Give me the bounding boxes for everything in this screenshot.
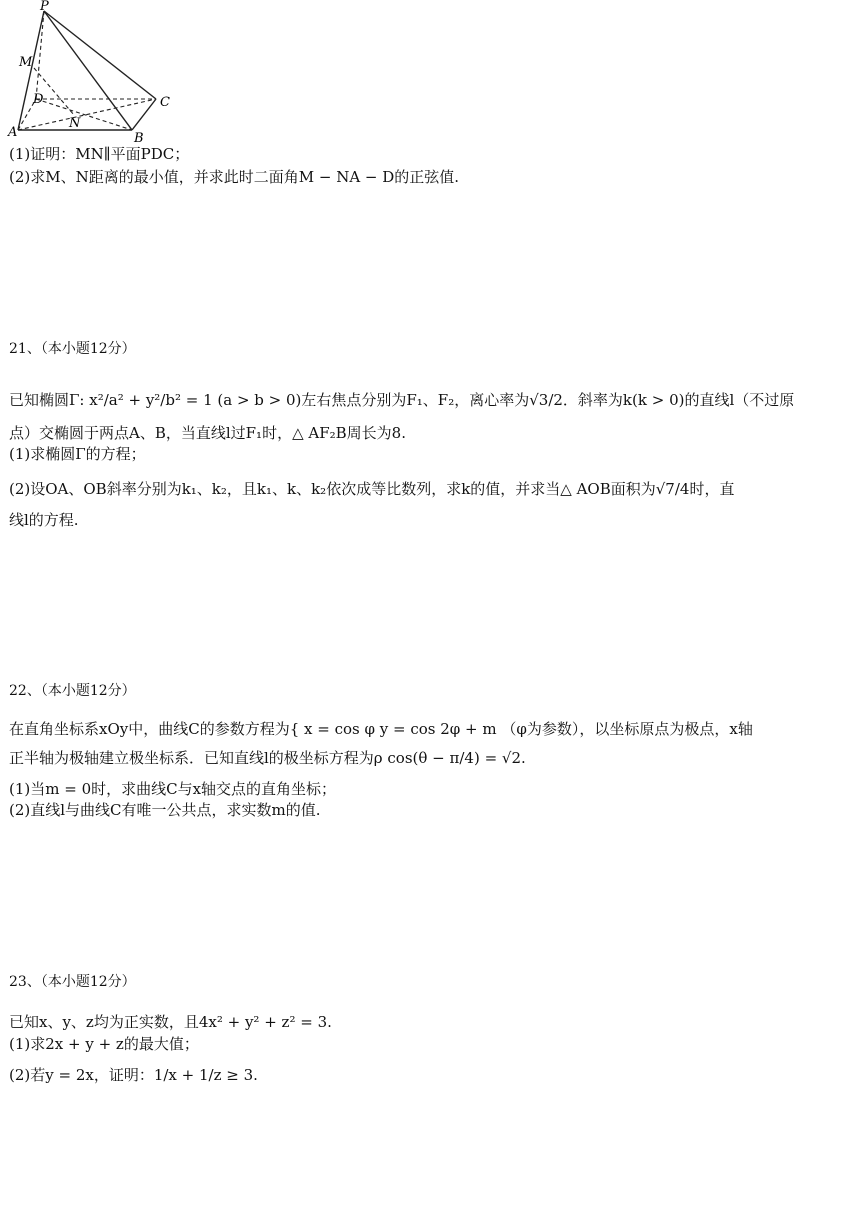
q23-header: 23、（本小题12分） bbox=[9, 974, 136, 990]
label-A: A bbox=[8, 125, 18, 140]
q21-stem-line2: 点）交椭圆于两点A、B，当直线l过F₁时，△ AF₂B周长为8. bbox=[9, 424, 406, 442]
q22-stem-line2: 正半轴为极轴建立极坐标系．已知直线l的极坐标方程为ρ cos(θ − π/4) = √2. bbox=[9, 749, 526, 767]
q22-stem-line1: 在直角坐标系xOy中，曲线C的参数方程为{ x = cos φ y = cos 2φ + m （φ为参数），以坐标原点为极点，x轴 bbox=[9, 720, 753, 738]
label-P: P bbox=[40, 0, 49, 14]
pyramid-diagram bbox=[6, 0, 176, 142]
q22-part2: (2)直线l与曲线C有唯一公共点，求实数m的值. bbox=[9, 801, 321, 819]
q23-stem: 已知x、y、z均为正实数，且4x² + y² + z² = 3. bbox=[9, 1013, 332, 1031]
label-D: D bbox=[33, 92, 44, 107]
q21-part2-line1: (2)设OA、OB斜率分别为k₁、k₂，且k₁、k、k₂依次成等比数列，求k的值，并求当△ AOB面积为√7/4时，直 bbox=[9, 480, 735, 498]
q21-stem-line1: 已知椭圆Γ: x²/a² + y²/b² = 1 (a > b > 0)左右焦点分别为F₁、F₂，离心率为√3/2．斜率为k(k > 0)的直线l（不过原 bbox=[9, 391, 795, 409]
q23-part1: (1)求2x + y + z的最大值； bbox=[9, 1035, 199, 1053]
label-B: B bbox=[134, 131, 144, 142]
q21-part1: (1)求椭圆Γ的方程； bbox=[9, 445, 146, 463]
q22-part1: (1)当m = 0时，求曲线C与x轴交点的直角坐标； bbox=[9, 780, 337, 798]
label-M: M bbox=[19, 55, 33, 70]
label-C: C bbox=[160, 95, 170, 110]
q20-part1: (1)证明：MN∥平面PDC； bbox=[9, 145, 190, 163]
q21-header: 21、（本小题12分） bbox=[9, 341, 136, 357]
q23-part2: (2)若y = 2x，证明：1/x + 1/z ≥ 3. bbox=[9, 1066, 258, 1084]
label-N: N bbox=[69, 116, 81, 131]
pyramid-figure bbox=[6, 0, 176, 142]
q20-part2: (2)求M、N距离的最小值，并求此时二面角M − NA − D的正弦值. bbox=[9, 168, 460, 186]
q21-part2-line2: 线l的方程. bbox=[9, 511, 79, 529]
q22-header: 22、（本小题12分） bbox=[9, 683, 136, 699]
